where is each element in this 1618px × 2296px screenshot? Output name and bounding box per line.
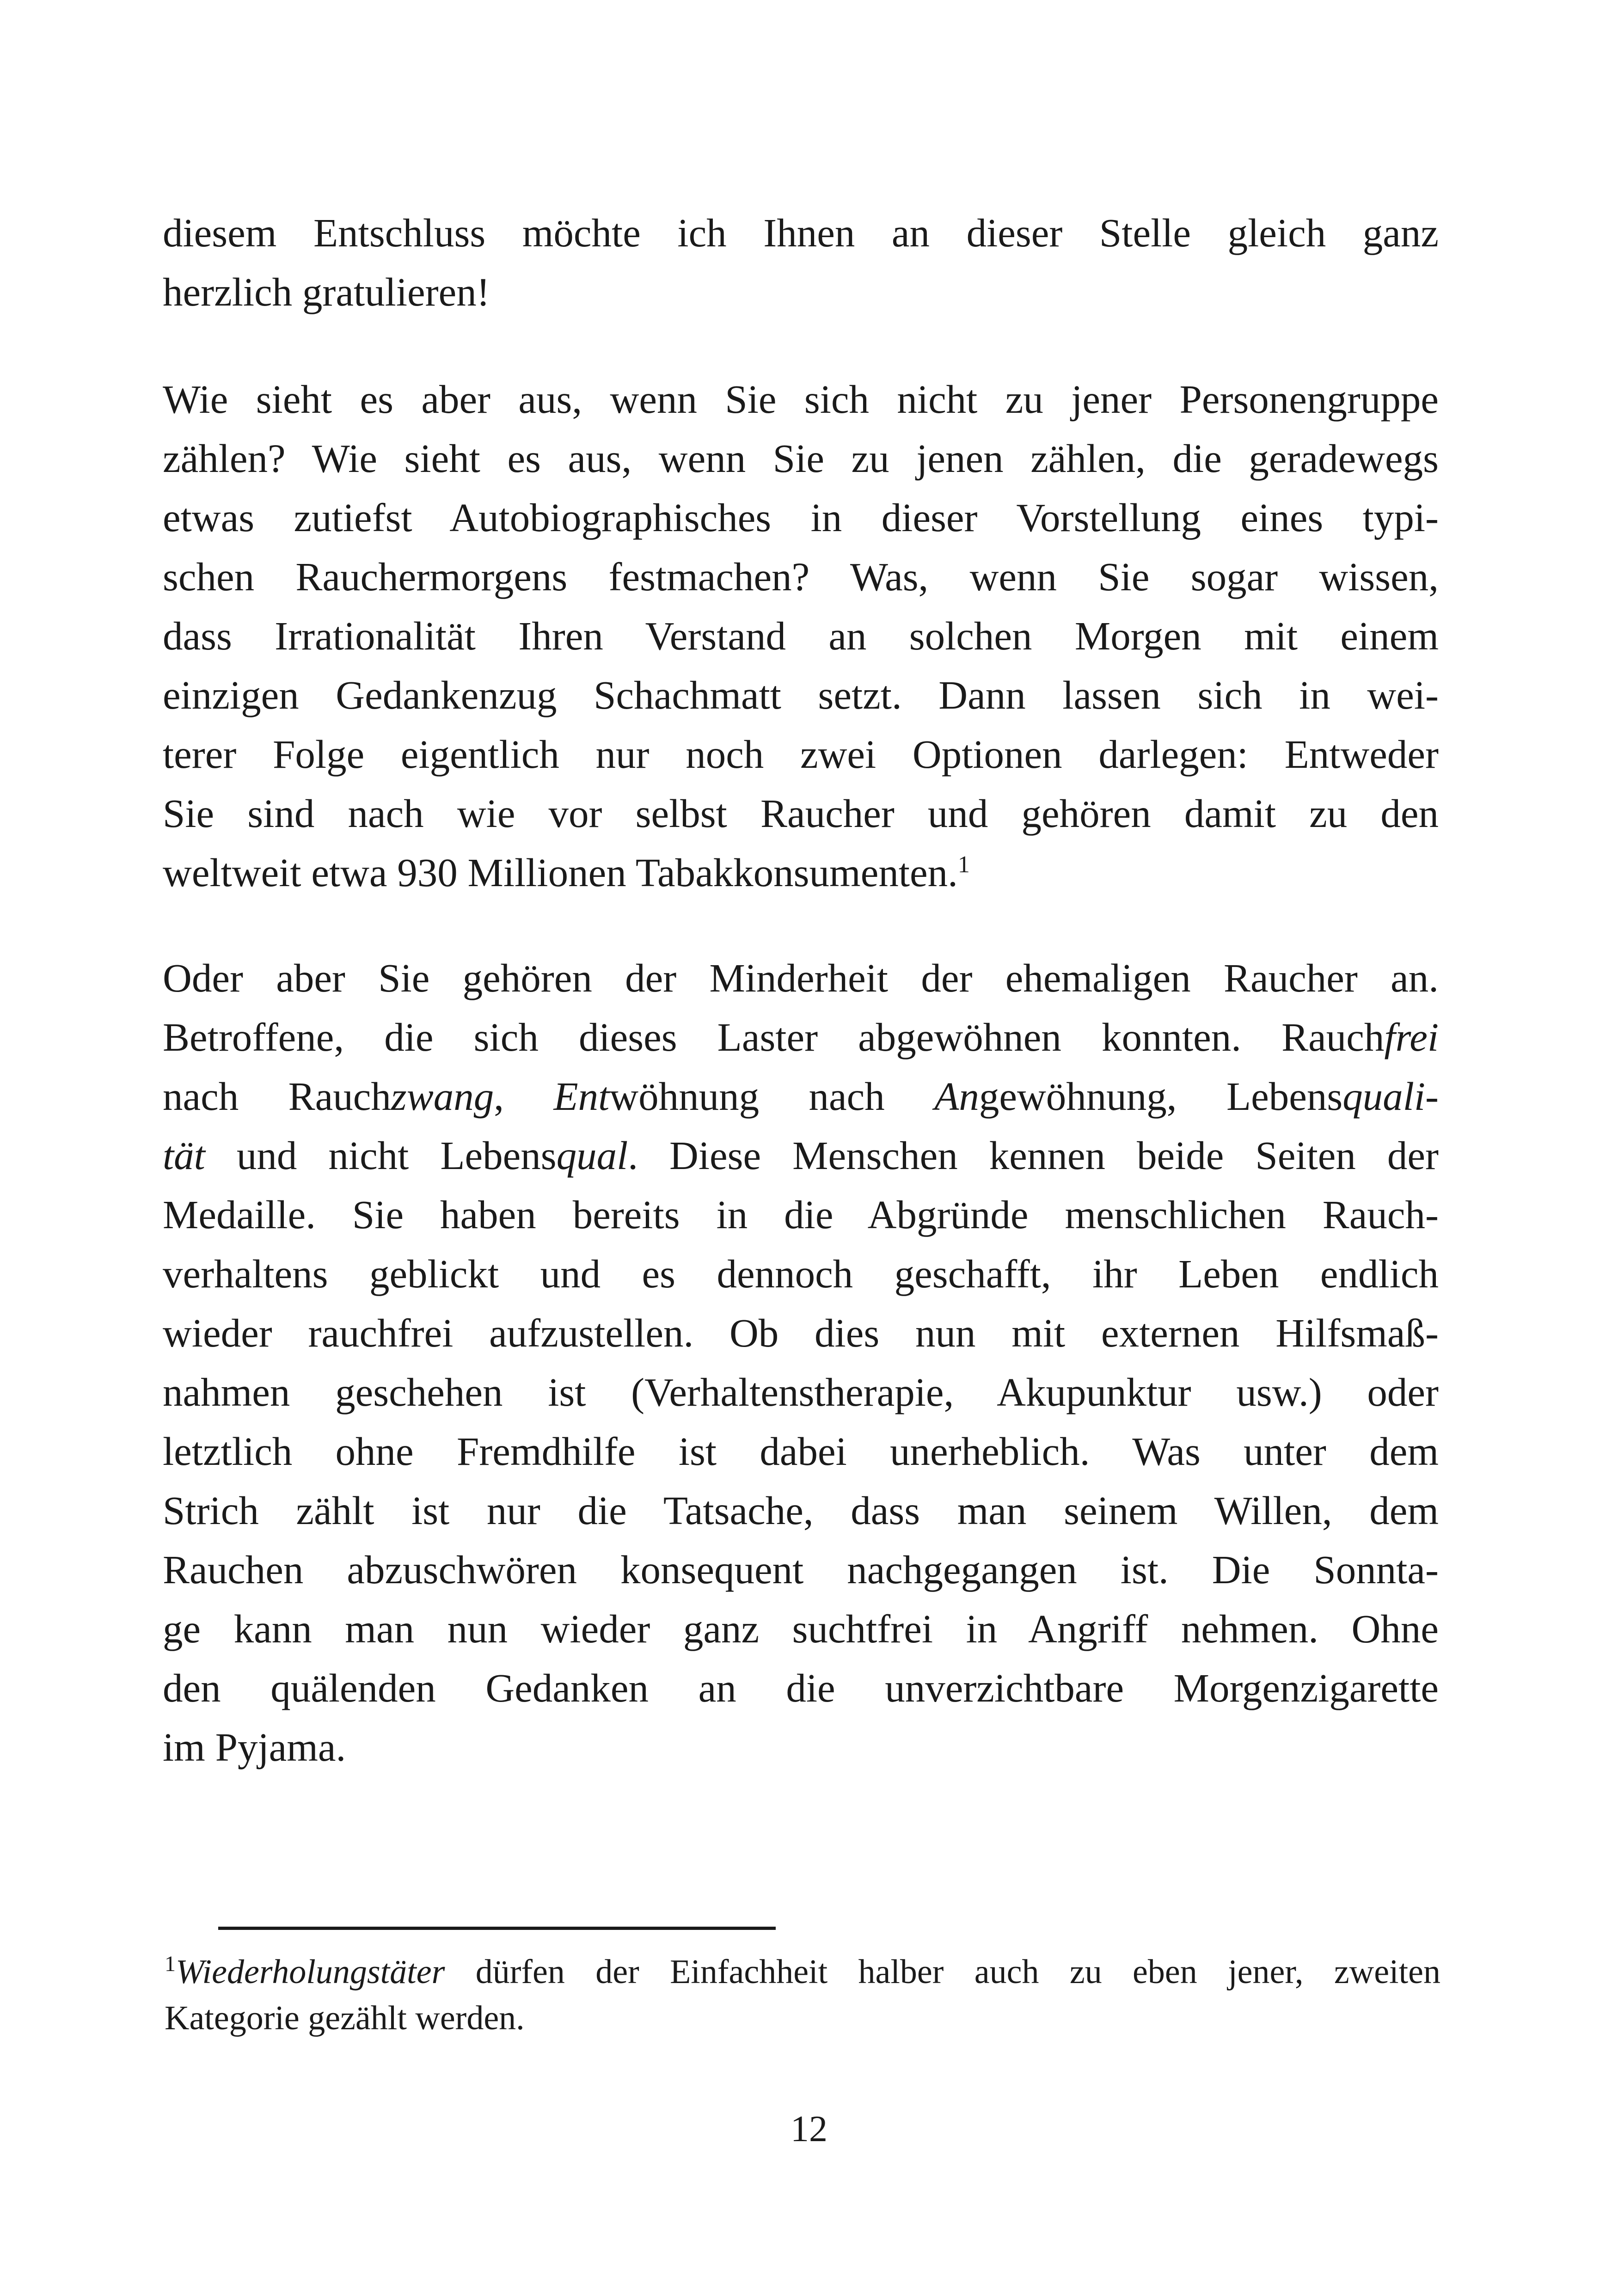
text-line: Strich zählt ist nur die Tatsache, dass man seinem Willen, dem: [163, 1488, 1439, 1533]
footnote-marker: 1: [165, 1952, 176, 1976]
footnote-text: dürfen der Einfachheit halber auch zu eben jener, zweiten: [445, 1953, 1440, 1991]
footnote-line: Kategorie gezählt werden.: [165, 1999, 525, 2037]
italic-emphasis: Ent: [553, 1074, 610, 1119]
text-line: Medaille. Sie haben bereits in die Abgründe menschlichen Rauch-: [163, 1192, 1439, 1237]
paragraph-1: [163, 203, 1439, 322]
text-line: [163, 1067, 1439, 1126]
text-line: etwas zutiefst Autobiographisches in dieser Vorstellung eines typi-: [163, 495, 1439, 540]
text-segment: wöhnung nach: [609, 1074, 935, 1119]
text-line: zählen? Wie sieht es aus, wenn Sie zu jenen zählen, die geradewegs: [163, 436, 1439, 481]
text-line: letztlich ohne Fremdhilfe ist dabei unerheblich. Was unter dem: [163, 1429, 1439, 1474]
text-segment: Betroffene, die sich dieses Laster abgewöhnen konnten. Rauch: [163, 1015, 1385, 1059]
text-line: Sie sind nach wie vor selbst Raucher und gehören damit zu den: [163, 791, 1439, 836]
text-line: einzigen Gedankenzug Schachmatt setzt. Dann lassen sich in wei-: [163, 673, 1439, 717]
text-line: Wie sieht es aber aus, wenn Sie sich nicht zu jener Personengruppe: [163, 377, 1439, 422]
paragraph-2: [163, 370, 1439, 902]
text-segment: weltweit etwa 930 Millionen Tabakkonsumenten.: [163, 850, 958, 895]
text-line: terer Folge eigentlich nur noch zwei Optionen darlegen: Entweder: [163, 732, 1439, 777]
text-line: herzlich gratulieren!: [163, 269, 490, 314]
text-line: nahmen geschehen ist (Verhaltenstherapie, Akupunktur usw.) oder: [163, 1370, 1439, 1414]
paragraph-3: [163, 949, 1439, 1777]
italic-emphasis: tät: [163, 1133, 205, 1178]
footnote-reference[interactable]: 1: [957, 851, 970, 878]
text-segment: . Diese Menschen kennen beide Seiten der: [628, 1133, 1439, 1178]
footnote: [165, 1949, 1440, 2041]
text-line: [163, 843, 1439, 902]
text-line: Oder aber Sie gehören der Minderheit der ehemaligen Raucher an.: [163, 955, 1439, 1000]
italic-emphasis: frei: [1384, 1015, 1439, 1059]
text-line: wieder rauchfrei aufzustellen. Ob dies nun mit externen Hilfsmaß-: [163, 1310, 1439, 1355]
text-line: [163, 1008, 1439, 1067]
italic-emphasis: Wiederholungstäter: [176, 1953, 445, 1991]
italic-emphasis: An: [934, 1074, 979, 1119]
text-line: ge kann man nun wieder ganz suchtfrei in Angriff nehmen. Ohne: [163, 1606, 1439, 1651]
text-line: Rauchen abzuschwören konsequent nachgegangen ist. Die Sonnta-: [163, 1547, 1439, 1592]
text-segment: gewöhnung, Lebens: [979, 1074, 1343, 1119]
text-segment: und nicht Lebens: [205, 1133, 557, 1178]
text-segment: nach Rauch: [163, 1074, 391, 1119]
text-segment: ,: [494, 1074, 554, 1119]
text-line: diesem Entschluss möchte ich Ihnen an dieser Stelle gleich ganz: [163, 210, 1439, 255]
text-line: [163, 1126, 1439, 1185]
footnote-line: [165, 1949, 1440, 1995]
italic-emphasis: zwang: [391, 1074, 494, 1119]
text-line: dass Irrationalität Ihren Verstand an solchen Morgen mit einem: [163, 613, 1439, 658]
text-line: schen Rauchermorgens festmachen? Was, wenn Sie sogar wissen,: [163, 554, 1439, 599]
text-line: den quälenden Gedanken an die unverzichtbare Morgenzigarette: [163, 1665, 1439, 1710]
italic-emphasis: qual: [556, 1133, 628, 1178]
text-line: verhaltens geblickt und es dennoch geschafft, ihr Leben endlich: [163, 1251, 1439, 1296]
page-number: 12: [791, 2109, 827, 2149]
text-line: im Pyjama.: [163, 1725, 346, 1769]
footnote-separator: [218, 1927, 776, 1930]
italic-emphasis: quali-: [1342, 1074, 1439, 1119]
